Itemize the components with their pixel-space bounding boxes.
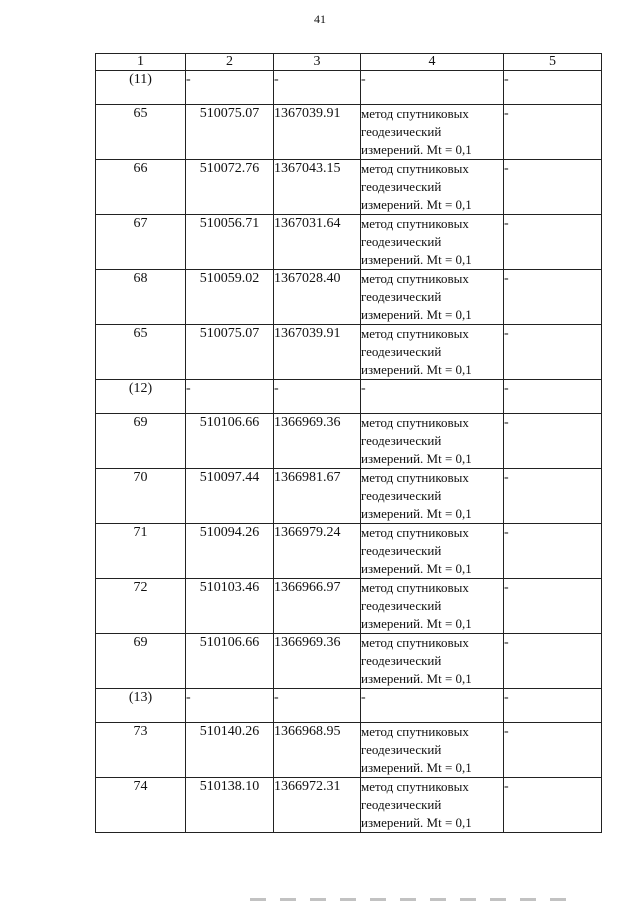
cell-method: -	[361, 689, 504, 723]
cell-x: 510094.26	[186, 524, 274, 579]
table-row	[96, 524, 602, 579]
cell-y: -	[274, 689, 361, 723]
cell-point-number: 69	[96, 634, 186, 689]
cell-point-number: 73	[96, 723, 186, 778]
cell-x: 510140.26	[186, 723, 274, 778]
cell-method: метод спутниковых геодезический измерений. Mt = 0,1	[361, 779, 472, 830]
cell-y: -	[274, 71, 361, 105]
table-row	[96, 778, 602, 833]
cell-note: -	[504, 380, 602, 414]
cell-y: 1367039.91	[274, 105, 361, 160]
cell-note: -	[504, 270, 602, 325]
cell-note: -	[504, 469, 602, 524]
page-number: 41	[314, 12, 326, 26]
cell-note: -	[504, 723, 602, 778]
cell-point-number: 69	[96, 414, 186, 469]
cell-note: -	[504, 71, 602, 105]
cell-method: метод спутниковых геодезический измерений. Mt = 0,1	[361, 470, 472, 521]
cell-point-number: 71	[96, 524, 186, 579]
cell-note: -	[504, 579, 602, 634]
table-row	[96, 105, 602, 160]
cell-y: 1366979.24	[274, 524, 361, 579]
column-header-4: 4	[361, 54, 504, 71]
cell-method: метод спутниковых геодезический измерений. Mt = 0,1	[361, 161, 472, 212]
cell-note: -	[504, 325, 602, 380]
cell-method: метод спутниковых геодезический измерений. Mt = 0,1	[361, 724, 472, 775]
cell-y: 1366966.97	[274, 579, 361, 634]
cell-point-number: 72	[96, 579, 186, 634]
cell-point-number: 70	[96, 469, 186, 524]
table-row-group	[96, 71, 602, 105]
table-row	[96, 723, 602, 778]
cell-group-label: (11)	[96, 71, 186, 105]
table-row-group	[96, 689, 602, 723]
cell-group-label: (13)	[96, 689, 186, 723]
cell-method: -	[361, 71, 504, 105]
cell-group-label: (12)	[96, 380, 186, 414]
cell-x: -	[186, 71, 274, 105]
table-row	[96, 414, 602, 469]
column-header-5: 5	[504, 54, 602, 71]
cell-y: 1367039.91	[274, 325, 361, 380]
cell-note: -	[504, 215, 602, 270]
cell-x: 510075.07	[186, 325, 274, 380]
cell-x: 510072.76	[186, 160, 274, 215]
cell-x: 510138.10	[186, 778, 274, 833]
cell-y: 1367028.40	[274, 270, 361, 325]
table-row	[96, 270, 602, 325]
scan-artifact	[250, 898, 580, 901]
cell-point-number: 68	[96, 270, 186, 325]
cell-note: -	[504, 689, 602, 723]
cell-y: 1367031.64	[274, 215, 361, 270]
cell-note: -	[504, 160, 602, 215]
cell-method: метод спутниковых геодезический измерений. Mt = 0,1	[361, 271, 472, 322]
cell-y: 1366969.36	[274, 414, 361, 469]
column-header-1: 1	[96, 54, 186, 71]
cell-x: 510097.44	[186, 469, 274, 524]
cell-method: метод спутниковых геодезический измерений. Mt = 0,1	[361, 415, 472, 466]
table-row	[96, 325, 602, 380]
cell-point-number: 66	[96, 160, 186, 215]
cell-method: метод спутниковых геодезический измерений. Mt = 0,1	[361, 216, 472, 267]
cell-note: -	[504, 524, 602, 579]
table-row-group	[96, 380, 602, 414]
cell-y: 1367043.15	[274, 160, 361, 215]
cell-method: метод спутниковых геодезический измерений. Mt = 0,1	[361, 326, 472, 377]
cell-x: 510106.66	[186, 414, 274, 469]
cell-method: метод спутниковых геодезический измерений. Mt = 0,1	[361, 525, 472, 576]
cell-point-number: 67	[96, 215, 186, 270]
cell-point-number: 74	[96, 778, 186, 833]
table-row	[96, 634, 602, 689]
cell-method: метод спутниковых геодезический измерений. Mt = 0,1	[361, 106, 472, 157]
column-header-3: 3	[274, 54, 361, 71]
cell-x: -	[186, 380, 274, 414]
cell-method: метод спутниковых геодезический измерений. Mt = 0,1	[361, 635, 472, 686]
cell-note: -	[504, 105, 602, 160]
coordinates-table	[95, 53, 602, 833]
cell-y: -	[274, 380, 361, 414]
cell-y: 1366968.95	[274, 723, 361, 778]
cell-x: 510075.07	[186, 105, 274, 160]
cell-method: -	[361, 380, 504, 414]
cell-point-number: 65	[96, 105, 186, 160]
cell-y: 1366981.67	[274, 469, 361, 524]
table-row	[96, 579, 602, 634]
cell-note: -	[504, 414, 602, 469]
cell-x: 510056.71	[186, 215, 274, 270]
cell-x: -	[186, 689, 274, 723]
cell-x: 510059.02	[186, 270, 274, 325]
table-header-row	[96, 54, 602, 71]
column-header-2: 2	[186, 54, 274, 71]
cell-note: -	[504, 778, 602, 833]
table-row	[96, 215, 602, 270]
cell-y: 1366972.31	[274, 778, 361, 833]
cell-x: 510103.46	[186, 579, 274, 634]
cell-method: метод спутниковых геодезический измерений. Mt = 0,1	[361, 580, 472, 631]
cell-note: -	[504, 634, 602, 689]
cell-y: 1366969.36	[274, 634, 361, 689]
table-row	[96, 160, 602, 215]
cell-point-number: 65	[96, 325, 186, 380]
table-row	[96, 469, 602, 524]
cell-x: 510106.66	[186, 634, 274, 689]
